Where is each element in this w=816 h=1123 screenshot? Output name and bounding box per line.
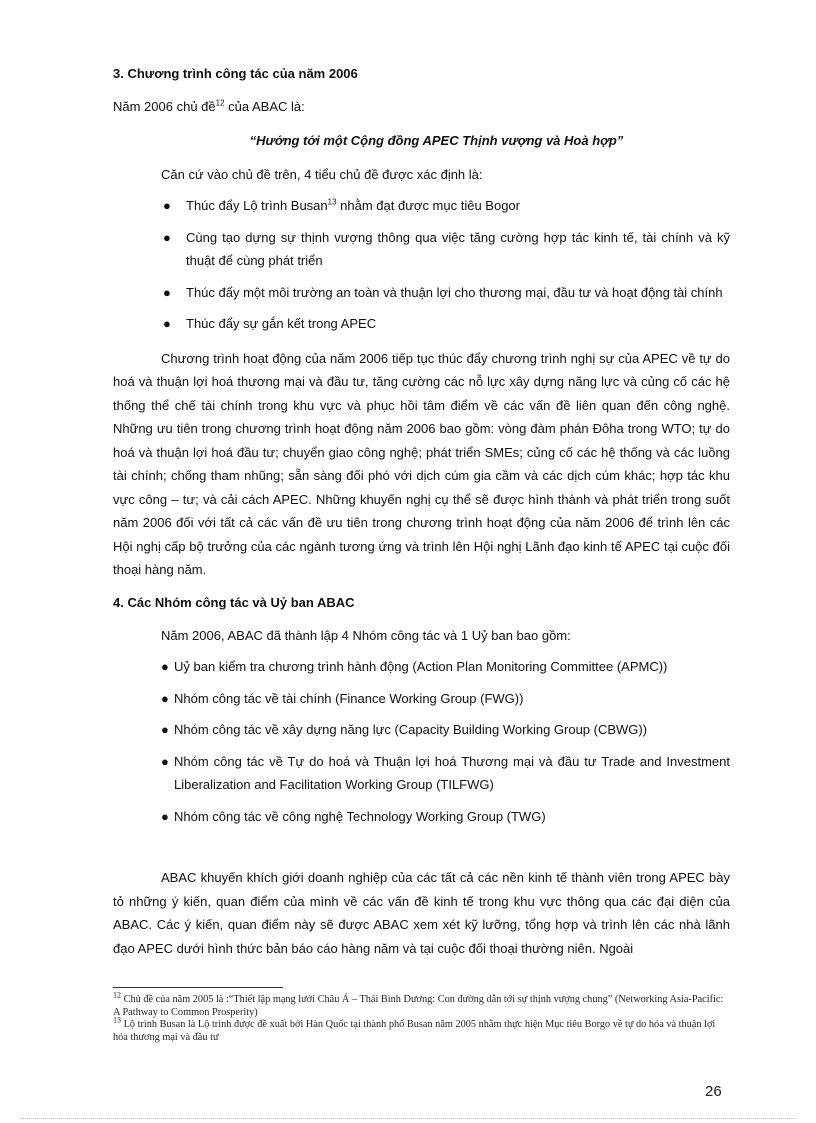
section-4-paragraph: ABAC khuyến khích giới doanh nghiệp của các tất cả các nền kinh tế thành viên trong APEC bày tỏ những ý kiến, quan điểm của mình về các vấn đề kinh tế trong khu vực thông qua các đại diện của ABAC. Các ý kiến, quan điểm này sẽ được ABAC xem xét kỹ lưỡng, tổng hợp và trình lên các nhà lãnh đạo APEC dưới hình thức bản báo cáo hàng năm và tại cuộc đối thoại thường niên. Ngoài: [113, 870, 730, 956]
section-3-paragraph: Chương trình hoạt động của năm 2006 tiếp tục thúc đẩy chương trình nghị sự của APEC về tự do hoá và thuận lợi hoá thương mại và đầu tư, tăng cường các nỗ lực xây dựng năng lực và củng cố các hệ thống thể chế tài chính trong khu vực và phục hồi tâm điểm về các vấn đề liên quan đến công nghệ. Những ưu tiên trong chương trình hoạt động năm 2006 bao gồm: vòng đàm phán Đôha trong WTO; tự do hoá và thuận lợi hoá đầu tư; chuyển giao công nghệ; phát triển SMEs; củng cố các hệ thống và các luồng tài chính; chống tham nhũng; sẵn sàng đối phó với dịch cúm gia cầm và các dịch cúm khác; hợp tác khu vực công – tư; và cải cách APEC. Những khuyến nghị cụ thể sẽ được hình thành và phát triển trong suốt năm 2006 đối với tất cả các vấn đề ưu tiên trong chương trình hoạt động của năm 2006 để trình lên các Hội nghị cấp bộ trưởng của các ngành tương ứng và trình lên Hội nghị Lãnh đạo kinh tế APEC tại cuộc đối thoại hàng năm.: [113, 350, 730, 577]
body-content: [113, 64, 730, 960]
list-item: ● Nhóm công tác về tài chính (Finance Working Group (FWG)): [113, 687, 730, 711]
footnote-13: $^{13}$ Lộ trình Busan là Lộ trình được đề xuất bởi Hàn Quốc tại thành phố Busan năm 2005 nhằm thực hiện Mục tiêu Borgo về tự do hóa và thuận lợi hóa thương mại và đầu tư: [113, 1015, 716, 1043]
list-item: ● Thúc đẩy một môi trường an toàn và thuận lợi cho thương mại, đầu tư và hoạt động tài chính: [113, 281, 730, 305]
list-item: ● Thúc đẩy sự gắn kết trong APEC: [113, 312, 730, 336]
footnote-ref-13[interactable]: 13: [327, 197, 337, 207]
footnotes: [113, 990, 730, 1044]
bullet-icon: ●: [161, 659, 169, 674]
section-4-heading: 4. Các Nhóm công tác và Uỷ ban ABAC: [113, 594, 355, 610]
list-item: ● Uỷ ban kiểm tra chương trình hành động (Action Plan Monitoring Committee (APMC)): [113, 655, 730, 679]
bullet-icon: ●: [161, 690, 169, 706]
footnote-12: $^{12}$ Chủ đề của năm 2005 là :“Thiết lập mạng lưới Châu Á – Thái Bình Dương: Con đường dẫn tới sự thịnh vượng chung” (Networking Asia-Pacific: A Pathway to Common Prosperity): [113, 990, 724, 1018]
footnote-ref-12[interactable]: 12: [215, 98, 225, 108]
bullet-icon: ●: [163, 229, 171, 245]
bullet-icon: ●: [161, 722, 169, 737]
bullet-icon: ●: [163, 198, 171, 213]
list-item: ● Nhóm công tác về xây dựng năng lực (Capacity Building Working Group (CBWG)): [113, 718, 730, 742]
bullet-icon: ●: [161, 808, 169, 824]
working-group-list: [113, 655, 730, 828]
subtheme-list: [113, 194, 730, 336]
bullet-icon: ●: [163, 316, 171, 331]
bullet-icon: ●: [161, 753, 169, 769]
subtheme-intro: Căn cứ vào chủ đề trên, 4 tiểu chủ đề được xác định là:: [161, 166, 483, 182]
page-number: 26: [705, 1083, 722, 1100]
footnote-divider: [113, 987, 283, 988]
bullet-icon: ●: [163, 284, 171, 300]
theme-title: “Hướng tới một Cộng đồng APEC Thịnh vượng và Hoà hợp”: [249, 132, 624, 148]
list-item: ● Nhóm công tác về Tự do hoá và Thuận lợi hoá Thương mại và đầu tư Trade and Investment Liberalization and Facilitation Working Group (TILFWG): [113, 750, 730, 797]
list-item: ● Thúc đẩy Lộ trình Busan$^{13}$ nhằm đạt được mục tiêu Bogor: [113, 194, 730, 218]
list-item: ● Cùng tạo dựng sự thịnh vượng thông qua việc tăng cường hợp tác kinh tế, tài chính và kỹ thuật để cùng phát triển: [113, 226, 730, 273]
section-3-intro: Năm 2006 chủ đề$^{12}$ của ABAC là:: [113, 98, 305, 114]
section-3-heading: 3. Chương trình công tác của năm 2006: [113, 66, 358, 81]
section-4-intro: Năm 2006, ABAC đã thành lập 4 Nhóm công tác và 1 Uỷ ban bao gồm:: [161, 627, 571, 643]
page-bottom-divider: [20, 1118, 796, 1119]
list-item: ● Nhóm công tác về công nghệ Technology Working Group (TWG): [113, 805, 730, 829]
